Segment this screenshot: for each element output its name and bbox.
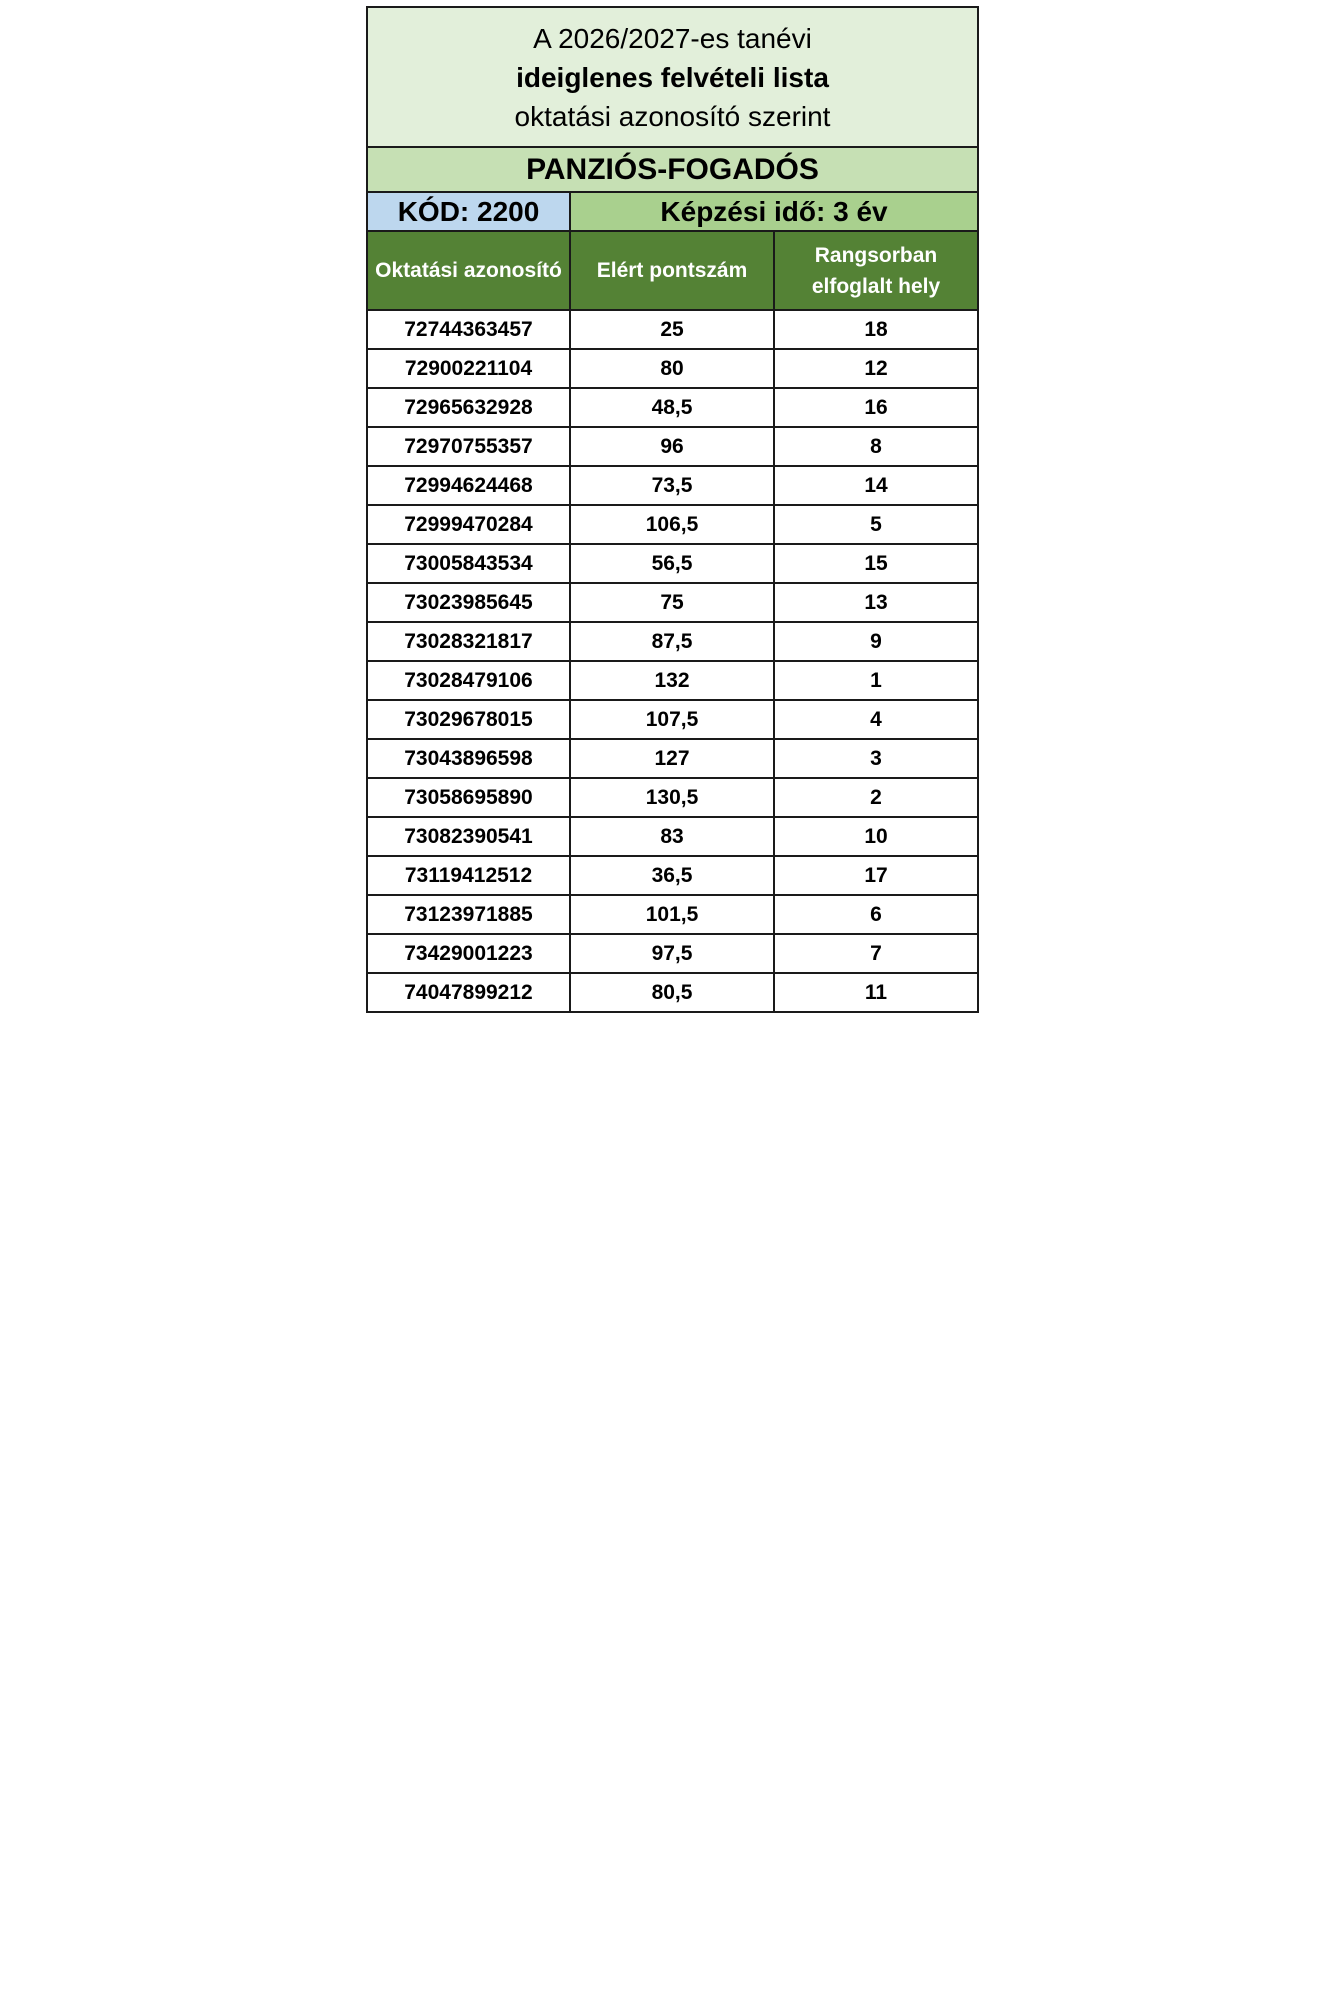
cell-rangsor-hely: 18 <box>774 310 978 349</box>
code-duration-row <box>367 192 978 231</box>
table-row <box>367 466 978 505</box>
cell-rangsor-hely: 13 <box>774 583 978 622</box>
cell-oktatasi-azonosito: 74047899212 <box>367 973 570 1012</box>
cell-elert-pontszam: 101,5 <box>570 895 774 934</box>
cell-rangsor-hely: 12 <box>774 349 978 388</box>
table-row <box>367 427 978 466</box>
cell-oktatasi-azonosito: 72994624468 <box>367 466 570 505</box>
cell-elert-pontszam: 97,5 <box>570 934 774 973</box>
column-header-rank <box>774 231 978 310</box>
program-name: PANZIÓS-FOGADÓS <box>367 147 978 192</box>
table-row <box>367 661 978 700</box>
cell-oktatasi-azonosito: 73058695890 <box>367 778 570 817</box>
cell-oktatasi-azonosito: 73043896598 <box>367 739 570 778</box>
cell-elert-pontszam: 87,5 <box>570 622 774 661</box>
cell-rangsor-hely: 9 <box>774 622 978 661</box>
cell-rangsor-hely: 17 <box>774 856 978 895</box>
table-row <box>367 817 978 856</box>
cell-oktatasi-azonosito: 72970755357 <box>367 427 570 466</box>
title-row <box>367 7 978 147</box>
cell-oktatasi-azonosito: 72999470284 <box>367 505 570 544</box>
table-row <box>367 622 978 661</box>
cell-rangsor-hely: 1 <box>774 661 978 700</box>
cell-oktatasi-azonosito: 73119412512 <box>367 856 570 895</box>
cell-rangsor-hely: 15 <box>774 544 978 583</box>
cell-rangsor-hely: 2 <box>774 778 978 817</box>
cell-elert-pontszam: 25 <box>570 310 774 349</box>
cell-rangsor-hely: 11 <box>774 973 978 1012</box>
cell-oktatasi-azonosito: 72900221104 <box>367 349 570 388</box>
cell-rangsor-hely: 10 <box>774 817 978 856</box>
cell-elert-pontszam: 73,5 <box>570 466 774 505</box>
cell-oktatasi-azonosito: 73005843534 <box>367 544 570 583</box>
cell-elert-pontszam: 80,5 <box>570 973 774 1012</box>
cell-oktatasi-azonosito: 72744363457 <box>367 310 570 349</box>
table-row <box>367 895 978 934</box>
title-line-3: oktatási azonosító szerint <box>514 100 831 132</box>
program-code: KÓD: 2200 <box>367 192 570 231</box>
table-row <box>367 700 978 739</box>
program-row <box>367 147 978 192</box>
cell-elert-pontszam: 106,5 <box>570 505 774 544</box>
cell-elert-pontszam: 80 <box>570 349 774 388</box>
column-header-rank-line-1: Rangsorban <box>814 243 938 267</box>
table-row <box>367 739 978 778</box>
cell-rangsor-hely: 16 <box>774 388 978 427</box>
table-row <box>367 583 978 622</box>
cell-elert-pontszam: 107,5 <box>570 700 774 739</box>
cell-oktatasi-azonosito: 73429001223 <box>367 934 570 973</box>
title-line-2: ideiglenes felvételi lista <box>516 61 829 93</box>
cell-rangsor-hely: 3 <box>774 739 978 778</box>
column-header-id: Oktatási azonosító <box>367 231 570 310</box>
cell-elert-pontszam: 132 <box>570 661 774 700</box>
title-block <box>367 7 978 147</box>
cell-elert-pontszam: 56,5 <box>570 544 774 583</box>
title-line-1: A 2026/2027-es tanévi <box>533 22 812 54</box>
cell-rangsor-hely: 14 <box>774 466 978 505</box>
column-header-rank-line-2: elfoglalt hely <box>811 274 941 298</box>
table-row <box>367 310 978 349</box>
cell-rangsor-hely: 6 <box>774 895 978 934</box>
cell-elert-pontszam: 127 <box>570 739 774 778</box>
table-row <box>367 349 978 388</box>
cell-oktatasi-azonosito: 73028321817 <box>367 622 570 661</box>
cell-elert-pontszam: 48,5 <box>570 388 774 427</box>
cell-rangsor-hely: 5 <box>774 505 978 544</box>
table-row <box>367 934 978 973</box>
cell-oktatasi-azonosito: 73028479106 <box>367 661 570 700</box>
table-row <box>367 973 978 1012</box>
cell-elert-pontszam: 83 <box>570 817 774 856</box>
cell-elert-pontszam: 96 <box>570 427 774 466</box>
cell-oktatasi-azonosito: 73123971885 <box>367 895 570 934</box>
table-row <box>367 544 978 583</box>
table-row <box>367 505 978 544</box>
cell-oktatasi-azonosito: 72965632928 <box>367 388 570 427</box>
admission-list-table <box>366 6 979 1013</box>
cell-elert-pontszam: 130,5 <box>570 778 774 817</box>
table-row <box>367 388 978 427</box>
cell-elert-pontszam: 36,5 <box>570 856 774 895</box>
training-duration: Képzési idő: 3 év <box>570 192 978 231</box>
cell-rangsor-hely: 8 <box>774 427 978 466</box>
column-header-score: Elért pontszám <box>570 231 774 310</box>
cell-oktatasi-azonosito: 73082390541 <box>367 817 570 856</box>
cell-rangsor-hely: 7 <box>774 934 978 973</box>
cell-elert-pontszam: 75 <box>570 583 774 622</box>
cell-oktatasi-azonosito: 73029678015 <box>367 700 570 739</box>
cell-oktatasi-azonosito: 73023985645 <box>367 583 570 622</box>
cell-rangsor-hely: 4 <box>774 700 978 739</box>
column-header-row <box>367 231 978 310</box>
table-row <box>367 778 978 817</box>
table-row <box>367 856 978 895</box>
